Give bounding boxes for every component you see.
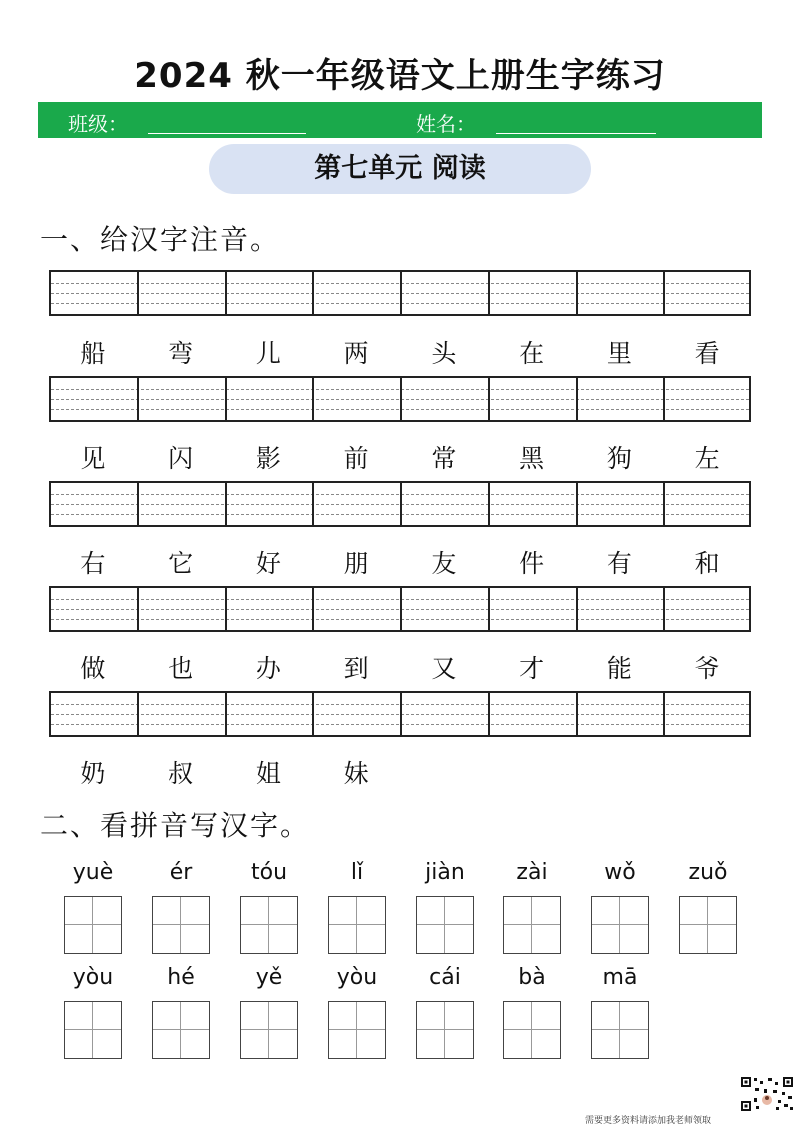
cell-divider — [312, 272, 314, 314]
writing-grid-box[interactable] — [503, 1001, 561, 1059]
cell-divider — [488, 588, 490, 630]
cell-divider — [576, 272, 578, 314]
hanzi-character: 奶 — [80, 759, 106, 788]
pinyin-label: yòu — [72, 965, 114, 990]
pinyin-label: zài — [516, 860, 548, 885]
hanzi-character: 前 — [343, 444, 369, 473]
pinyin-label: yòu — [336, 965, 378, 990]
hanzi-character: 常 — [431, 444, 457, 473]
hanzi-character: 妹 — [343, 759, 369, 788]
writing-grid-box[interactable] — [240, 896, 298, 954]
pinyin-label: mā — [602, 965, 638, 990]
character-row — [49, 439, 751, 473]
hanzi-character: 朋 — [343, 549, 369, 578]
hanzi-character: 能 — [606, 654, 632, 683]
class-label: 班级： — [68, 112, 128, 136]
pinyin-label: zuǒ — [688, 860, 728, 885]
hanzi-character: 好 — [255, 549, 281, 578]
pinyin-label: bà — [518, 965, 546, 990]
grid-guide-vertical — [619, 897, 620, 953]
cell-divider — [312, 693, 314, 735]
cell-divider — [400, 272, 402, 314]
grid-guide-vertical — [356, 1002, 357, 1058]
grid-guide-vertical — [444, 1002, 445, 1058]
hanzi-character: 才 — [519, 654, 545, 683]
cell-divider — [400, 378, 402, 420]
grid-guide-vertical — [268, 1002, 269, 1058]
grid-guide-vertical — [531, 897, 532, 953]
cell-divider — [488, 378, 490, 420]
grid-guide-vertical — [180, 1002, 181, 1058]
pinyin-label: ér — [169, 860, 193, 885]
hanzi-character: 和 — [694, 549, 720, 578]
writing-grid-box[interactable] — [328, 896, 386, 954]
grid-guide-vertical — [619, 1002, 620, 1058]
qr-code-icon — [740, 1076, 794, 1112]
grid-guide-vertical — [268, 897, 269, 953]
hanzi-character: 件 — [519, 549, 545, 578]
cell-divider — [576, 588, 578, 630]
grid-guide-horizontal — [241, 1029, 297, 1030]
grid-guide-vertical — [180, 897, 181, 953]
cell-divider — [137, 272, 139, 314]
grid-guide-horizontal — [592, 924, 648, 925]
grid-guide-horizontal — [65, 1029, 121, 1030]
character-row — [49, 334, 751, 368]
pinyin-label: tóu — [250, 860, 288, 885]
cell-divider — [225, 588, 227, 630]
cell-divider — [137, 483, 139, 525]
section2-heading: 二、看拼音写汉字。 — [40, 809, 311, 842]
pinyin-label: yuè — [72, 860, 114, 885]
writing-grid-box[interactable] — [64, 1001, 122, 1059]
cell-divider — [400, 693, 402, 735]
cell-divider — [312, 588, 314, 630]
hanzi-character: 又 — [431, 654, 457, 683]
pinyin-writing-row[interactable] — [49, 586, 751, 632]
writing-grid-box[interactable] — [328, 1001, 386, 1059]
hanzi-character: 狗 — [606, 444, 632, 473]
grid-guide-vertical — [707, 897, 708, 953]
hanzi-character: 也 — [168, 654, 194, 683]
hanzi-character: 叔 — [168, 759, 194, 788]
pinyin-writing-row[interactable] — [49, 270, 751, 316]
hanzi-character: 弯 — [168, 339, 194, 368]
cell-divider — [137, 588, 139, 630]
cell-divider — [663, 693, 665, 735]
character-row — [49, 544, 751, 578]
pinyin-writing-row[interactable] — [49, 691, 751, 737]
writing-grid-box[interactable] — [591, 1001, 649, 1059]
cell-divider — [225, 483, 227, 525]
writing-grid-box[interactable] — [679, 896, 737, 954]
character-row — [49, 649, 751, 683]
writing-grid-box[interactable] — [416, 1001, 474, 1059]
cell-divider — [400, 588, 402, 630]
grid-guide-horizontal — [65, 924, 121, 925]
hanzi-character: 到 — [343, 654, 369, 683]
pinyin-label: jiàn — [425, 860, 465, 885]
writing-grid-box[interactable] — [503, 896, 561, 954]
grid-guide-vertical — [92, 1002, 93, 1058]
hanzi-character: 做 — [80, 654, 106, 683]
cell-divider — [576, 693, 578, 735]
hanzi-character: 有 — [606, 549, 632, 578]
grid-guide-horizontal — [329, 1029, 385, 1030]
pinyin-label: lǐ — [350, 860, 364, 885]
grid-guide-horizontal — [504, 924, 560, 925]
grid-guide-horizontal — [329, 924, 385, 925]
cell-divider — [576, 483, 578, 525]
cell-divider — [400, 483, 402, 525]
class-name-bar — [38, 102, 762, 138]
grid-guide-vertical — [531, 1002, 532, 1058]
character-row — [49, 754, 751, 788]
grid-guide-vertical — [444, 897, 445, 953]
hanzi-character: 头 — [431, 339, 457, 368]
hanzi-character: 姐 — [255, 759, 281, 788]
cell-divider — [663, 378, 665, 420]
hanzi-character: 船 — [80, 339, 106, 368]
writing-grid-box[interactable] — [591, 896, 649, 954]
grid-guide-horizontal — [417, 1029, 473, 1030]
name-blank-line — [496, 133, 656, 134]
cell-divider — [225, 693, 227, 735]
writing-grid-box[interactable] — [152, 896, 210, 954]
hanzi-character: 右 — [80, 549, 106, 578]
unit-title: 第七单元 阅读 — [209, 144, 591, 194]
pinyin-writing-row[interactable] — [49, 481, 751, 527]
cell-divider — [225, 272, 227, 314]
grid-guide-horizontal — [680, 924, 736, 925]
hanzi-character: 黑 — [519, 444, 545, 473]
cell-divider — [225, 378, 227, 420]
cell-divider — [312, 483, 314, 525]
hanzi-character: 儿 — [255, 339, 281, 368]
grid-guide-vertical — [92, 897, 93, 953]
pinyin-writing-row[interactable] — [49, 376, 751, 422]
cell-divider — [137, 693, 139, 735]
cell-divider — [663, 483, 665, 525]
hanzi-character: 左 — [694, 444, 720, 473]
class-blank-line — [148, 133, 306, 134]
pinyin-label: cái — [429, 965, 461, 990]
hanzi-character: 见 — [80, 444, 106, 473]
grid-guide-horizontal — [592, 1029, 648, 1030]
grid-guide-horizontal — [153, 1029, 209, 1030]
pinyin-label: hé — [167, 965, 195, 990]
page-title: 2024 秋一年级语文上册生字练习 — [134, 56, 666, 96]
hanzi-character: 它 — [168, 549, 194, 578]
cell-divider — [488, 693, 490, 735]
pinyin-label: yě — [255, 965, 283, 990]
grid-guide-vertical — [356, 897, 357, 953]
grid-guide-horizontal — [417, 924, 473, 925]
grid-guide-horizontal — [153, 924, 209, 925]
hanzi-character: 友 — [431, 549, 457, 578]
pinyin-label: wǒ — [604, 860, 636, 885]
name-label: 姓名： — [416, 112, 476, 136]
cell-divider — [137, 378, 139, 420]
hanzi-character: 看 — [694, 339, 720, 368]
hanzi-character: 两 — [343, 339, 369, 368]
cell-divider — [576, 378, 578, 420]
writing-grid-box[interactable] — [240, 1001, 298, 1059]
writing-grid-box[interactable] — [64, 896, 122, 954]
hanzi-character: 影 — [255, 444, 281, 473]
cell-divider — [663, 272, 665, 314]
hanzi-character: 里 — [606, 339, 632, 368]
cell-divider — [663, 588, 665, 630]
cell-divider — [488, 483, 490, 525]
hanzi-character: 爷 — [694, 654, 720, 683]
cell-divider — [312, 378, 314, 420]
hanzi-character: 闪 — [168, 444, 194, 473]
footer-note: 需要更多资料请添加我老师领取 — [585, 1116, 712, 1126]
grid-guide-horizontal — [504, 1029, 560, 1030]
hanzi-character: 办 — [255, 654, 281, 683]
grid-guide-horizontal — [241, 924, 297, 925]
cell-divider — [488, 272, 490, 314]
hanzi-character: 在 — [519, 339, 545, 368]
writing-grid-box[interactable] — [152, 1001, 210, 1059]
writing-grid-box[interactable] — [416, 896, 474, 954]
section1-heading: 一、给汉字注音。 — [40, 223, 281, 256]
